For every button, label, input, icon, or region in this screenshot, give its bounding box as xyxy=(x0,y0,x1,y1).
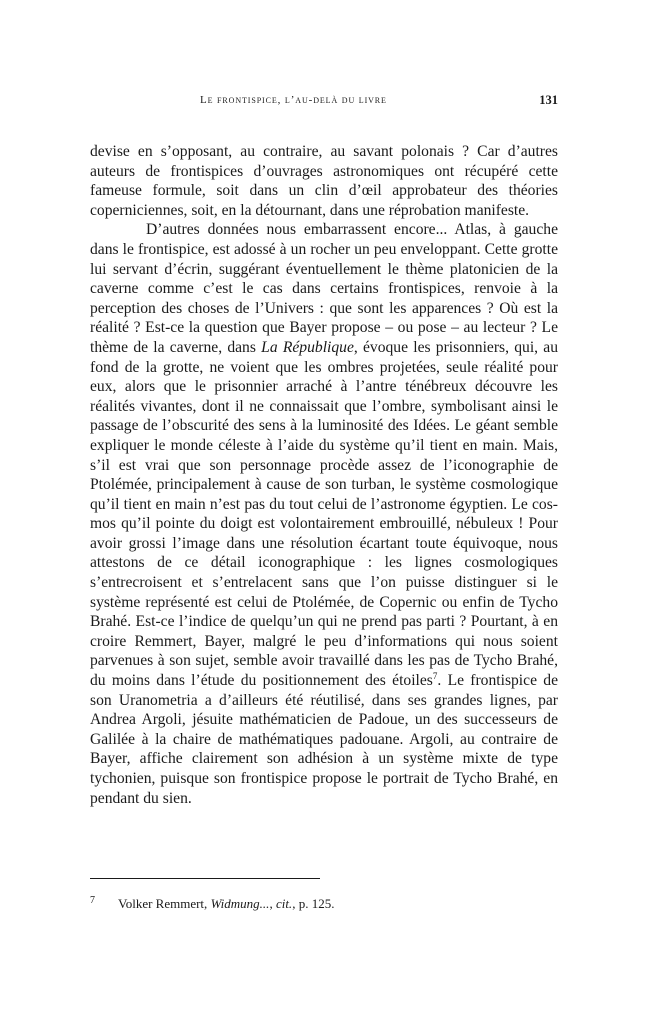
footnote-separator: , xyxy=(269,896,276,911)
footnote-page: , p. 125. xyxy=(292,896,335,911)
paragraph-2-text-c: . Le frontispice de son Uranometria a d’ailleurs été réutilisé, dans ses grandes lignes, par Andrea Argoli, jésuite mathématicien de Padoue, un des successeurs de Galilée à la chaire de mathématiques padouane. Argoli, au contraire de Bayer, affiche clairement son adhésion à un système mixte de type tychonien, puisque son frontispice propose le portrait de Tycho Brahé, en pendant du sien. xyxy=(90,672,558,807)
paragraph-1-text: devise en s’opposant, au contraire, au savant polonais ? Car d’autres auteurs de frontispices d’ouvrages astronomiques ont récupéré cette fameuse formule, soit dans un clin d’œil approbateur des théories coperniciennes, soit, en la détournant, dans une réprobation manifeste. xyxy=(90,143,558,219)
footnote-title: Widmung... xyxy=(210,896,270,911)
footnote-text xyxy=(118,896,334,912)
paragraph-2-text-b: , évoque les prisonniers, qui, au fond de la grotte, ne voient que les ombres projetées, seule réalité pour eux, alors que le prisonnier arraché à l’antre ténébreux découvre les réalités vivantes, dont il ne connaissait que l’ombre, symbolisant ainsi le passage de l’obscurité des sens à la luminosité des Idées. Le géant semble expliquer le monde céleste à l’aide du système qu’il tient en main. Mais, s’il est vrai que son personnage procède assez de l’iconographie de Ptolémée, principalement à cause de son turban, le système cosmologique qu’il tient en main n’est pas du tout celui de l’astronome égyptien. Le cosmos qu’il pointe du doigt est volontairement embrouillé, nébuleux ! Pour avoir grossi l’image dans une résolution écartant toute équivoque, nous attestons de ce détail iconographique : les lignes cosmologiques s’entrecroisent et s’entrelacent sans que l’on puisse distinguer si le système représenté est celui de Ptolémée, de Copernic ou enfin de Tycho Brahé. Est-ce l’indice de quelqu’un qui ne prend pas parti ? Pourtant, à en croire Remmert, Bayer, malgré le peu d’informations qui nous soient parvenues à son sujet, semble avoir travaillé dans les pas de Tycho Brahé, du moins dans l’étude du positionnement des étoiles xyxy=(90,338,558,690)
paragraph-1 xyxy=(90,142,558,220)
footnote-cit: cit. xyxy=(275,896,293,911)
paragraph-2-text-a: D’autres données nous embarrassent encore... Atlas, à gauche dans le frontispice, est adossé à un rocher un peu enveloppant. Cette grotte lui servant d’écrin, suggérant éventuellement le thème platonicien de la caverne comme c’est le cas dans certains frontispices, renvoie à la perception des choses de l’Univers : que sont les apparences ? Où est la réalité ? Est-ce la question que Bayer propose – ou pose – au lecteur ? Le thème de la caverne, dans xyxy=(90,221,558,356)
footnote-divider xyxy=(90,878,320,879)
paragraph-2 xyxy=(90,220,558,808)
running-head xyxy=(90,94,558,110)
footnote-reference[interactable]: 7 xyxy=(432,670,438,681)
page-number: 131 xyxy=(539,93,558,107)
book-title-la-republique: La République xyxy=(261,338,354,356)
footnote-author: Volker Remmert, xyxy=(118,896,211,911)
body-text xyxy=(90,142,558,808)
footnote-number: 7 xyxy=(90,895,95,906)
running-title: Le frontispice, l’au-delà du livre xyxy=(200,94,387,106)
